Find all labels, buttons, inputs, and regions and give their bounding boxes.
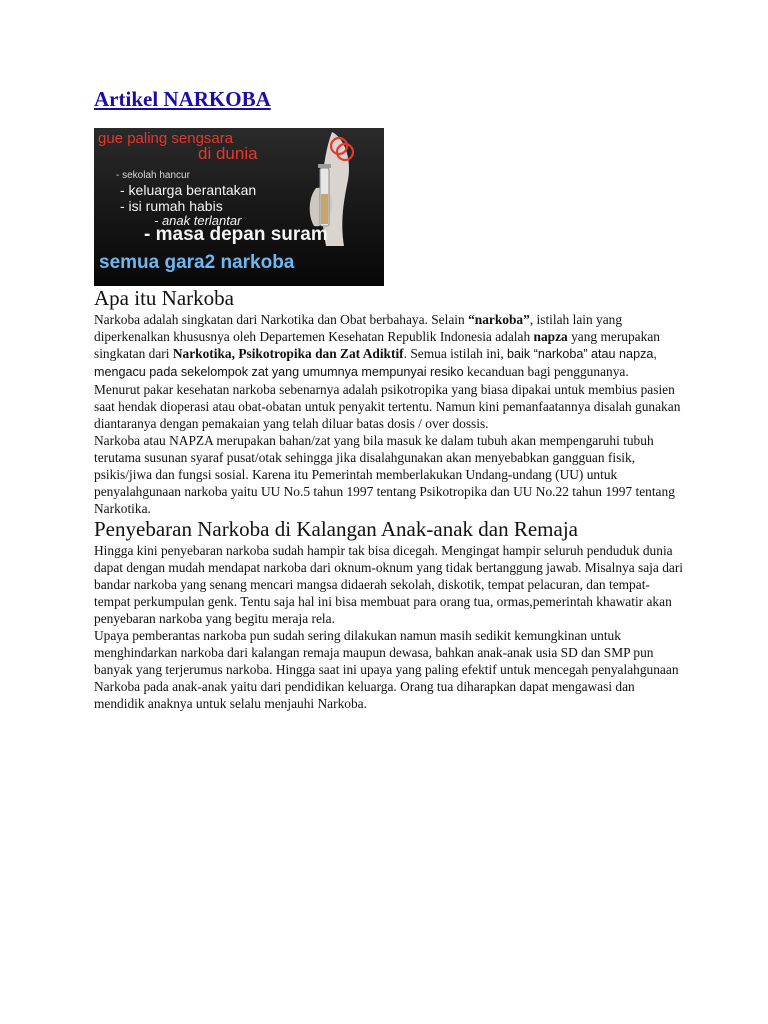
banner-text-line: semua gara2 narkoba [99,252,295,273]
section-heading: Apa itu Narkoba [94,286,234,310]
text-run: . Semua istilah ini, [403,346,508,361]
anti-drug-banner-image [94,128,384,286]
article-page [94,86,684,712]
banner-text-line: - sekolah hancur [116,170,190,181]
article-title-link[interactable]: Artikel NARKOBA [94,87,271,111]
bold-term: napza [533,329,568,344]
paragraph: Narkoba atau NAPZA merupakan bahan/zat yang bila masuk ke dalam tubuh akan mempengaruhi tubuh terutama susunan syaraf pusat/otak sehingga jika disalahgunakan akan menyebabkan gangguan fisik, psikis/jiwa dan fungsi sosial. Karena itu Pemerintah memberlakukan Undang-undang (UU) untuk penyalahgunaan narkoba yaitu UU No.5 tahun 1997 tentang Psikotropika dan UU No.22 tahun 1997 tentang Narkotika. [94,433,675,516]
section-heading: Penyebaran Narkoba di Kalangan Anak-anak dan Remaja [94,517,578,541]
text-run: kecanduan bagi penggunanya. [463,364,629,379]
banner-text-line: - keluarga berantakan [120,182,257,198]
text-run: , istilah lain yang diperkenalkan khususnya oleh Departemen Kesehatan Republik Indonesia adalah [94,312,623,344]
paragraph: Menurut pakar kesehatan narkoba sebenarnya adalah psikotropika yang biasa dipakai untuk membius pasien saat hendak dioperasi atau obat-obatan untuk penyakit tertentu. Namun kini pemanfaatannya disalah gunakan diantaranya dengan pemakaian yang telah diluar batas dosis / over dossis. [94,382,681,431]
paragraph: Upaya pemberantas narkoba pun sudah sering dilakukan namun masih sedikit kemungkinan untuk menghindarkan narkoba dari kalangan remaja maupun dewasa, bahkan anak-anak usia SD dan SMP pun banyak yang terjerumus narkoba. Hingga saat ini upaya yang paling efektif untuk mencegah penyalahgunaan Narkoba pada anak-anak yaitu dari pendidikan keluarga. Orang tua diharapkan dapat mengawasi dan mendidik anaknya untuk selalu menjauhi Narkoba. [94,628,679,711]
banner-text-line: - masa depan suram [144,224,328,245]
banner-text-line: - anak terlantar [154,213,242,228]
paragraph: Hingga kini penyebaran narkoba sudah hampir tak bisa dicegah. Mengingat hampir seluruh penduduk dunia dapat dengan mudah mendapat narkoba dari oknum-oknum yang tidak bertanggung jawab. Misalnya saja dari bandar narkoba yang senang mencari mangsa didaerah sekolah, diskotik, tempat pelacuran, dan tempat-tempat perkumpulan genk. Tentu saja hal ini bisa membuat para orang tua, ormas,pemerintah khawatir akan penyebaran narkoba yang begitu meraja rela. [94,543,684,626]
banner-text-line: gue paling sengsara [98,130,234,147]
bold-term: Narkotika, Psikotropika dan Zat Adiktif [172,346,404,361]
paragraph [94,311,684,381]
text-run: Narkoba adalah singkatan dari Narkotika dan Obat berbahaya. Selain [94,312,469,327]
banner-text-line: di dunia [198,144,258,163]
banner-text-line: - isi rumah habis [120,198,223,214]
bold-term: “narkoba” [468,312,530,327]
text-run: baik “narkoba” atau napza, mengacu pada sekelompok zat yang umumnya mempunyai resiko [94,347,657,379]
text-run: yang merupakan singkatan dari [94,329,660,361]
